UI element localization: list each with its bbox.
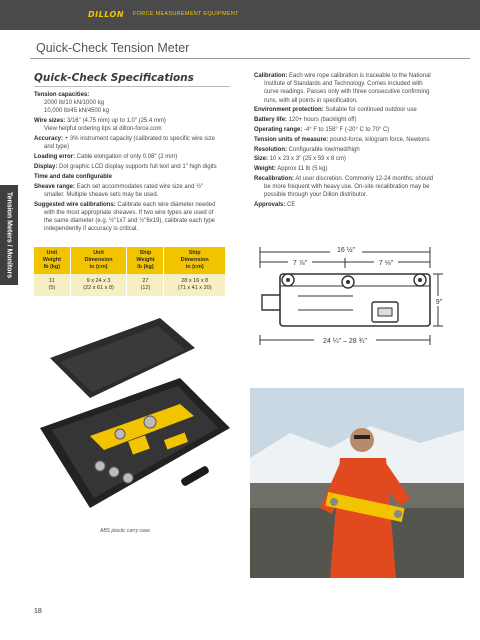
table-row [34,274,226,296]
header-line: lb (kg) [43,264,61,270]
cell-imperial: 28 x 16 x 8 [181,278,209,284]
cell-metric: (12) [140,285,151,291]
spec-recalibration [254,175,459,200]
table-header-ship-weight [127,247,164,274]
spec-label: Approvals: [254,202,286,209]
spec-label: Sheave range: [34,183,76,190]
spec-operating-range [254,126,459,134]
dimension-label-top: 16 ½" [336,247,356,254]
cell-metric: (71 x 41 x 20) [177,285,212,291]
header-line: Unit [93,250,104,256]
spec-value: 120+ hours (backlight off) [288,117,357,124]
cell-imperial: 11 [49,278,55,284]
header-line: in (cm) [89,264,108,270]
header-line: Dimension [180,257,209,263]
header-line: Weight [42,257,61,263]
spec-value-continued: independently if accuracy is critical. [44,226,139,233]
spec-label: Suggested wire calibrations: [34,201,116,208]
cell-metric: (22 x 61 x 8) [83,285,114,291]
spec-loading-error [34,153,234,161]
spec-label: Resolution: [254,146,287,153]
right-spec-column [254,72,459,211]
table-cell [70,274,127,296]
spec-value: Calibrate each wire diameter needed [117,201,216,208]
spec-value: Each wire rope calibration is traceable to the National [289,73,431,79]
header-line: lb (kg) [137,264,154,270]
spec-label: Loading error: [34,154,76,161]
person-head [350,428,374,452]
dimension-diagram [248,240,448,370]
left-spec-column [34,91,234,235]
spec-value: Configurable low/med/high [288,146,360,153]
spec-approvals [254,201,459,209]
header-line: Ship [139,250,152,256]
table-header-unit-weight [34,247,70,274]
dimension-label-left: 7 ⅞" [292,260,308,267]
spec-value: 10 x 23 x 3" (25 x 59 x 8 cm) [269,156,346,163]
spec-label: Battery life: [254,117,288,124]
spec-label: Wire sizes: [34,118,66,125]
cell-imperial: 27 [142,278,149,284]
spec-label: Size: [254,156,269,163]
spec-sheave-range [34,183,234,199]
spec-value-continued: with the most appropriate sheaves. If two wire types are used of [44,209,214,216]
top-header-bar [0,0,480,30]
dimension-label-right: 7 ⅛" [378,260,394,267]
page-number: 18 [34,608,42,615]
dimension-label-bottom: 24 ¼" – 28 ¾" [323,338,367,345]
header-section-label: FORCE MEASUREMENT EQUIPMENT [133,11,239,17]
header-line: Unit [46,250,58,256]
table-header-row [34,247,226,274]
spec-tension-capacities [34,91,234,116]
spec-value: Approx 11 lb (5 kg) [277,166,328,173]
spec-label: Calibration: [254,73,288,79]
table-header-ship-dimension [164,247,226,274]
handle-outline [262,295,280,310]
spec-label: Time and date configurable [34,173,112,180]
header-line: in (cm) [185,264,204,270]
spec-label: Tension units of measure: [254,136,329,143]
spec-value: Each set accommodates rated wire size and ½" [76,183,204,190]
spec-value-continued: and type) [44,144,70,151]
specifications-heading: Quick-Check Specifications [34,72,194,84]
spec-value-continued: smaller. Multiple sheave sets may be used. [44,191,159,198]
spec-weight [254,165,459,173]
spec-value: Dot graphic LCD display supports full text and 1" high digits [59,164,217,170]
dimension-label-height: 9" [435,299,443,306]
spec-value: Cable elongation of only 0.08" (2 mm) [76,154,178,161]
spec-environment [254,106,459,114]
table-cell [127,274,164,296]
spec-value-continued: possible through your Dillon distributor. [264,192,368,199]
spec-value: Suitable for continued outdoor use [325,107,417,114]
heading-divider [34,86,230,87]
spec-calibration [254,72,459,105]
spec-units [254,136,459,144]
spec-value-continued: the same diameter (e.g. ½"1x7 and ½"6x19), calibrate each type [44,218,216,224]
field-photo [250,388,464,578]
spec-label: Tension capacities: [34,92,90,98]
spec-label: Display: [34,164,58,170]
spec-value: 10,000 lb/45 kN/4500 kg [44,108,110,115]
spec-value: 2000 lb/10 kN/1000 kg [44,100,105,107]
spec-value: 3/16" (4.75 mm) up to 1.0" (25.4 mm) [66,118,166,125]
spec-value: -4° F to 158° F (-20° C to 70° C) [304,127,390,133]
cell-imperial: 9 x 24 x 3 [86,278,111,284]
spec-value: CE [287,202,296,209]
spec-label: Accuracy: [34,136,64,143]
spec-value-continued: be more frequent with heavy use. On-site recalibration may be [264,184,430,191]
spec-value: + 3% instrument capacity (calibrated to specific wire size [64,136,215,143]
cell-metric: (5) [48,285,56,291]
spec-label: Operating range: [254,127,303,133]
spec-value: At user discretion. Commonly 12-24 months; should [295,175,434,182]
spec-resolution [254,146,459,154]
carry-case-photo [30,318,240,526]
spec-label: Environment protection: [254,107,324,114]
spec-display [34,163,234,171]
side-tab-label: Tension Meters / Monitors [5,191,13,279]
spec-battery-life [254,116,459,124]
header-line: Dimension [84,257,113,263]
header-line: Ship [188,250,201,256]
header-line: Weight [136,257,155,263]
spec-accuracy [34,135,234,151]
spec-value-continued: Institute of Standards and Technology. Comes included with [264,81,423,88]
spec-size [254,155,459,163]
table-cell [34,274,70,296]
spec-wire-sizes [34,117,234,133]
spec-value: pound-force, kilogram force, Newtons [329,136,430,143]
spec-value-continued: curve readings. Passes only with three consecutive confirming [264,89,430,96]
page-title: Quick-Check Tension Meter [36,41,190,55]
brand-logo: DILLON [88,10,125,19]
table-header-unit-dimension [70,247,127,274]
table-cell [164,274,226,296]
spec-time-date [34,173,234,181]
spec-label: Recalibration: [254,175,295,182]
title-divider [30,58,470,59]
meter-outline [280,274,430,326]
spec-label: Weight: [254,166,276,173]
unit-shipping-table [34,247,226,296]
spec-suggested-calibrations [34,201,234,234]
spec-value-continued: runs, with all points in specification. [264,97,358,104]
case-photo-caption: ABS plastic carry case [100,528,151,534]
spec-value-continued: View helpful ordering tips at dillon-force.com [44,126,162,133]
